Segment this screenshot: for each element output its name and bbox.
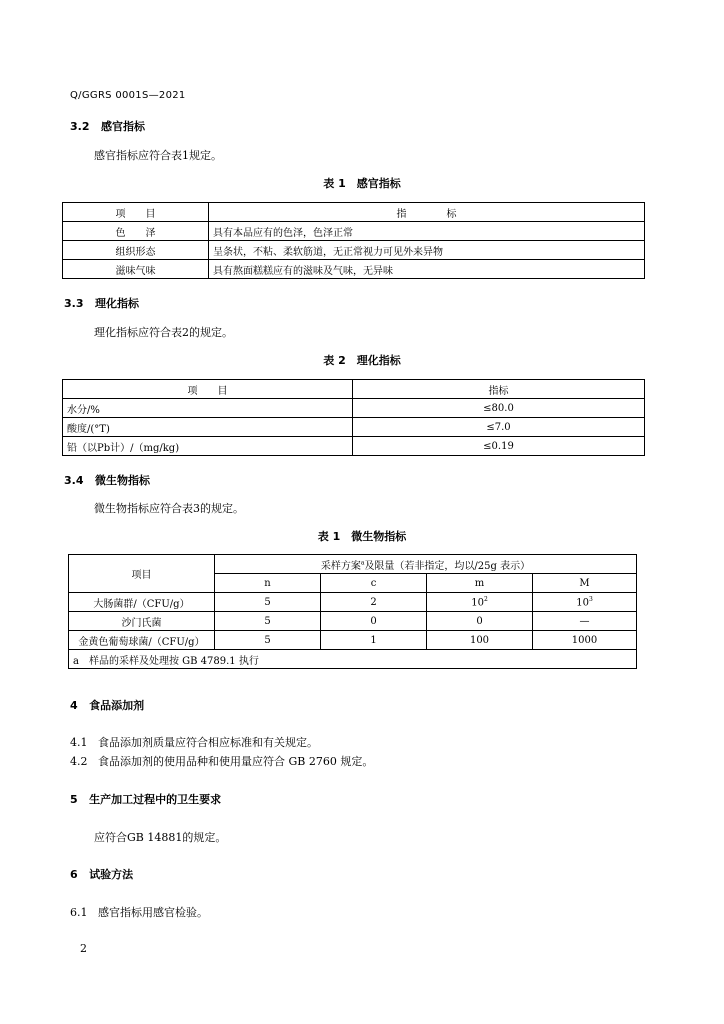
table-cell: 金黄色葡萄球菌/（CFU/g） bbox=[69, 631, 215, 650]
clause-text: 食品添加剂的使用品种和使用量应符合 GB 2760 规定。 bbox=[98, 755, 374, 768]
section-4-heading bbox=[70, 697, 144, 713]
table-cell: 5 bbox=[215, 593, 321, 612]
clause-4-2 bbox=[70, 753, 373, 769]
table-row bbox=[63, 241, 645, 260]
table-1-caption: 表 1 感官指标 bbox=[323, 177, 401, 190]
table-3-caption: 表 1 微生物指标 bbox=[317, 530, 407, 543]
table-cell: 沙门氏菌 bbox=[69, 612, 215, 631]
table-footnote-row bbox=[69, 650, 637, 669]
clause-text: 感官指标用感官检验。 bbox=[98, 906, 208, 919]
table-2-caption: 表 2 理化指标 bbox=[323, 354, 401, 367]
table-cell: 大肠菌群/（CFU/g） bbox=[69, 593, 215, 612]
table-cell: 100 bbox=[427, 631, 533, 650]
header-cell: 指标 bbox=[353, 380, 645, 399]
table-cell: 呈条状，不粘、柔软筋道，无正常视力可见外来异物 bbox=[209, 241, 645, 260]
section-5-heading bbox=[70, 791, 221, 807]
section-title: 试验方法 bbox=[89, 868, 134, 881]
table-cell bbox=[533, 593, 637, 612]
header-cell: n bbox=[215, 574, 321, 593]
table-cell: 滋味气味 bbox=[63, 260, 209, 279]
section-number: 6 bbox=[70, 868, 78, 881]
microbiological-table bbox=[68, 554, 637, 669]
section-title: 生产加工过程中的卫生要求 bbox=[89, 793, 222, 806]
table-cell: 0 bbox=[427, 612, 533, 631]
section-number: 3.4 bbox=[64, 474, 84, 487]
table-row bbox=[69, 612, 637, 631]
table-cell: ≤80.0 bbox=[353, 399, 645, 418]
table-footnote: a 样品的采样及处理按 GB 4789.1 执行 bbox=[69, 650, 637, 669]
clause-6-1 bbox=[70, 904, 208, 920]
clause-4-1 bbox=[70, 734, 318, 750]
table-cell: 0 bbox=[321, 612, 427, 631]
section-3-4-heading bbox=[64, 472, 150, 488]
table-header-row bbox=[69, 555, 637, 574]
table-header-row bbox=[63, 203, 645, 222]
section-title: 感官指标 bbox=[101, 120, 145, 133]
table-cell: 2 bbox=[321, 593, 427, 612]
table-row bbox=[69, 631, 637, 650]
section-6-heading bbox=[70, 866, 133, 882]
section-5-text: 应符合GB 14881的规定。 bbox=[94, 831, 227, 844]
clause-number: 4.1 bbox=[70, 736, 88, 749]
table-cell: 5 bbox=[215, 631, 321, 650]
header-cell: c bbox=[321, 574, 427, 593]
value: 10 bbox=[576, 597, 589, 609]
table-row bbox=[63, 437, 645, 456]
table-cell: ≤7.0 bbox=[353, 418, 645, 437]
table-row bbox=[63, 260, 645, 279]
physicochemical-table bbox=[62, 379, 645, 456]
section-number: 3.2 bbox=[70, 120, 90, 133]
footnote-marker: a bbox=[360, 559, 365, 567]
section-number: 4 bbox=[70, 699, 78, 712]
table-cell: 水分/% bbox=[63, 399, 353, 418]
header-cell: 项 目 bbox=[63, 203, 209, 222]
header-cell: M bbox=[533, 574, 637, 593]
section-3-3-heading bbox=[64, 295, 139, 311]
page-number: 2 bbox=[80, 942, 87, 955]
section-3-2-heading bbox=[70, 118, 145, 134]
header-cell: 指 标 bbox=[209, 203, 645, 222]
clause-text: 食品添加剂质量应符合相应标准和有关规定。 bbox=[98, 736, 318, 749]
table-cell: 1 bbox=[321, 631, 427, 650]
standard-number: Q/GGRS 0001S—2021 bbox=[70, 90, 186, 101]
table-cell: ≤0.19 bbox=[353, 437, 645, 456]
table-row bbox=[63, 222, 645, 241]
table-cell: 1000 bbox=[533, 631, 637, 650]
table-cell: — bbox=[533, 612, 637, 631]
table-cell: 具有本品应有的色泽，色泽正常 bbox=[209, 222, 645, 241]
plan-header: 采样方案 bbox=[320, 560, 361, 572]
header-cell bbox=[215, 555, 637, 574]
table-cell: 酸度/(°T) bbox=[63, 418, 353, 437]
table-row bbox=[69, 593, 637, 612]
section-3-3-text: 理化指标应符合表2的规定。 bbox=[94, 326, 233, 339]
header-cell: 项 目 bbox=[63, 380, 353, 399]
plan-header-rest: 及限量（若非指定，均以/25g 表示） bbox=[364, 560, 531, 572]
clause-number: 6.1 bbox=[70, 906, 88, 919]
table-row bbox=[63, 399, 645, 418]
table-cell: 具有熬面糕糕应有的滋味及气味，无异味 bbox=[209, 260, 645, 279]
value: 10 bbox=[471, 597, 484, 609]
section-number: 3.3 bbox=[64, 297, 84, 310]
section-title: 理化指标 bbox=[95, 297, 139, 310]
section-number: 5 bbox=[70, 793, 78, 806]
exponent: 3 bbox=[588, 595, 593, 603]
table-header-row bbox=[63, 380, 645, 399]
table-cell: 组织形态 bbox=[63, 241, 209, 260]
table-row bbox=[63, 418, 645, 437]
clause-number: 4.2 bbox=[70, 755, 88, 768]
table-cell: 5 bbox=[215, 612, 321, 631]
section-3-4-text: 微生物指标应符合表3的规定。 bbox=[94, 502, 244, 515]
section-title: 微生物指标 bbox=[95, 474, 150, 487]
header-cell: 项目 bbox=[69, 555, 215, 593]
table-cell: 色 泽 bbox=[63, 222, 209, 241]
table-cell: 铅（以Pb计）/（mg/kg) bbox=[63, 437, 353, 456]
header-cell: m bbox=[427, 574, 533, 593]
section-title: 食品添加剂 bbox=[89, 699, 145, 712]
table-cell bbox=[427, 593, 533, 612]
sensory-table bbox=[62, 202, 645, 279]
exponent: 2 bbox=[483, 595, 488, 603]
section-3-2-text: 感官指标应符合表1规定。 bbox=[94, 149, 222, 162]
